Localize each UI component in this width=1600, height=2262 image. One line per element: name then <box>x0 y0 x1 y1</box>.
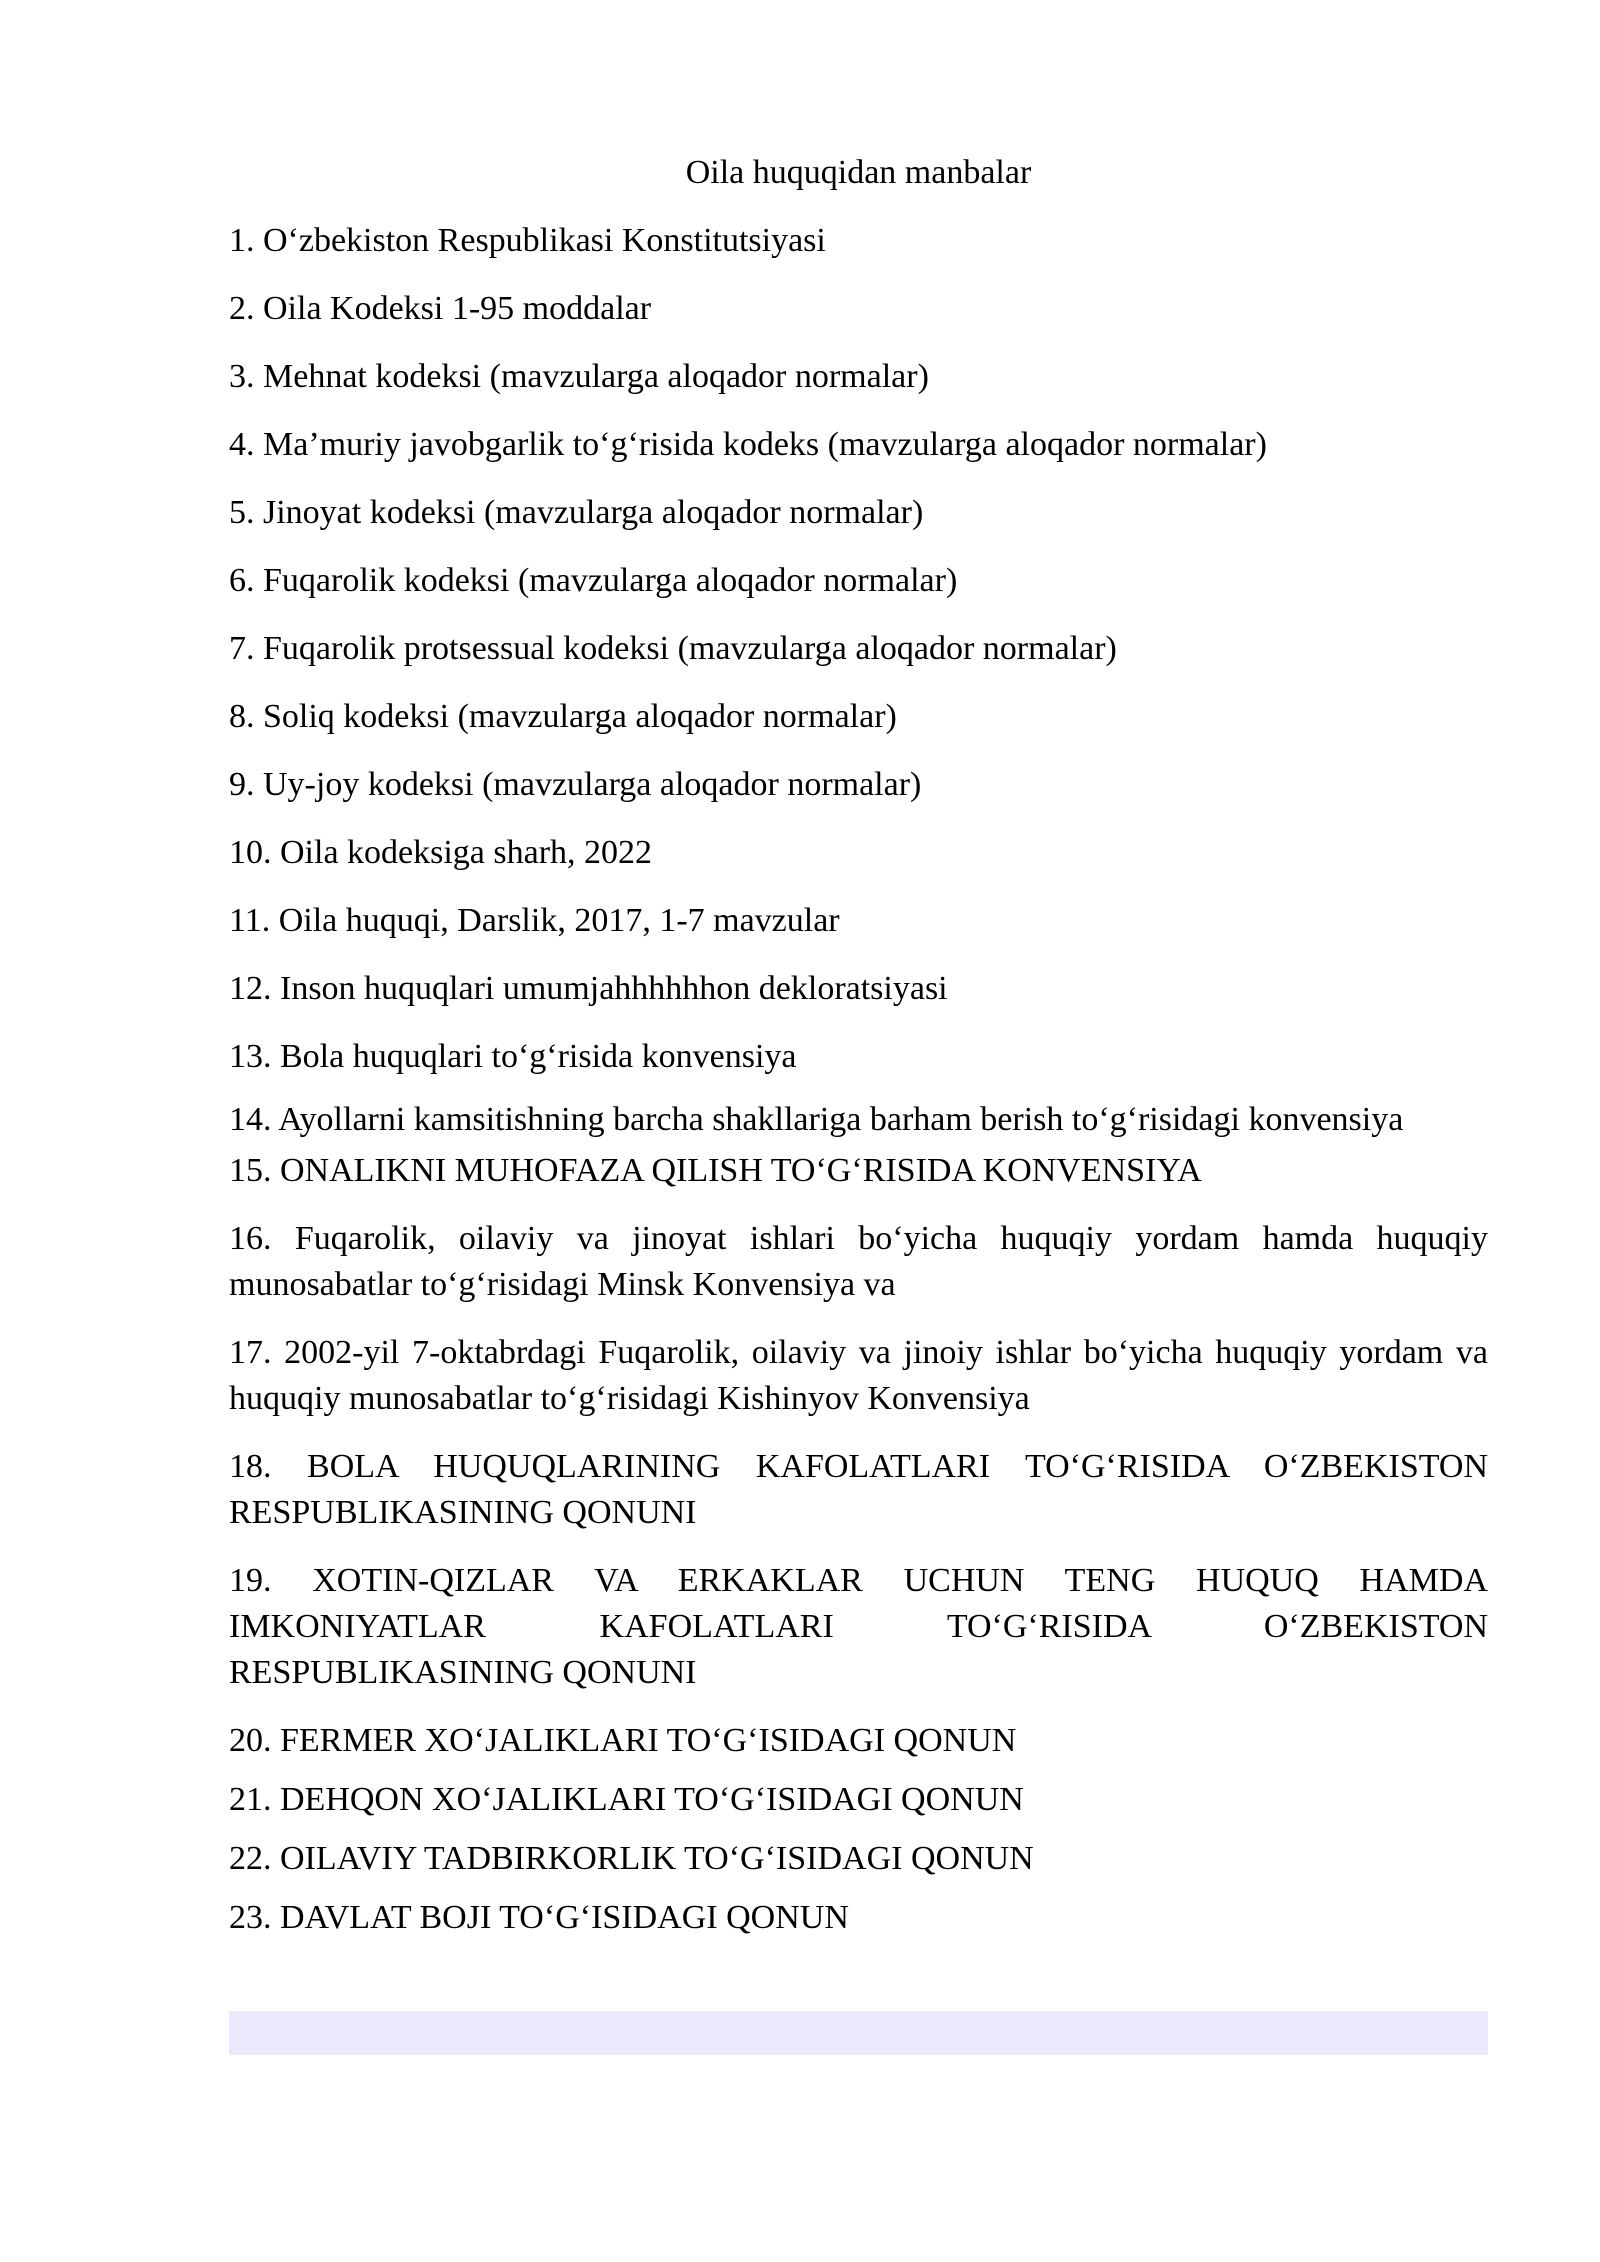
list-item: 14. Ayollarni kamsitishning barcha shakllariga barham berish to‘g‘risidagi konvensiya <box>229 1101 1404 1138</box>
list-item: 13. Bola huquqlari to‘g‘risida konvensiya <box>229 1038 797 1075</box>
list-item: 12. Inson huquqlari umumjahhhhhhon dekloratsiyasi <box>229 970 948 1007</box>
list-item: 5. Jinoyat kodeksi (mavzularga aloqador normalar) <box>229 494 924 531</box>
list-item: 19. XOTIN-QIZLAR VA ERKAKLAR UCHUN TENG HUQUQ HAMDA IMKONIYATLAR KAFOLATLARI TO‘G‘RISIDA O‘ZBEKISTON RESPUBLIKASINING QONUNI <box>229 1562 1488 1691</box>
list-item: 17. 2002-yil 7-oktabrdagi Fuqarolik, oilaviy va jinoiy ishlar bo‘yicha huquqiy yordam va huquqiy munosabatlar to‘g‘risidagi Kishinyov Konvensiya <box>229 1334 1488 1417</box>
list-item: 16. Fuqarolik, oilaviy va jinoyat ishlari bo‘yicha huquqiy yordam hamda huquqiy munosabatlar to‘g‘risidagi Minsk Konvensiya va <box>229 1220 1488 1303</box>
list-item: 2. Oila Kodeksi 1-95 moddalar <box>229 290 652 327</box>
list-item: 1. O‘zbekiston Respublikasi Konstitutsiyasi <box>229 222 826 259</box>
highlighted-empty-line <box>229 2011 1488 2055</box>
list-item: 22. OILAVIY TADBIRKORLIK TO‘G‘ISIDAGI QONUN <box>229 1840 1034 1877</box>
list-item: 4. Ma’muriy javobgarlik to‘g‘risida kodeks (mavzularga aloqador normalar) <box>229 426 1267 463</box>
list-item: 9. Uy-joy kodeksi (mavzularga aloqador normalar) <box>229 766 922 803</box>
list-item: 20. FERMER XO‘JALIKLARI TO‘G‘ISIDAGI QONUN <box>229 1722 1017 1759</box>
document-title: Oila huquqidan manbalar <box>685 154 1032 191</box>
document-body <box>229 150 1488 1941</box>
list-item: 11. Oila huquqi, Darslik, 2017, 1-7 mavzular <box>229 902 840 939</box>
reference-list <box>229 218 1488 1941</box>
list-item: 21. DEHQON XO‘JALIKLARI TO‘G‘ISIDAGI QONUN <box>229 1781 1024 1818</box>
list-item: 3. Mehnat kodeksi (mavzularga aloqador normalar) <box>229 358 929 395</box>
list-item: 23. DAVLAT BOJI TO‘G‘ISIDAGI QONUN <box>229 1899 849 1936</box>
list-item: 15. ONALIKNI MUHOFAZA QILISH TO‘G‘RISIDA KONVENSIYA <box>229 1152 1202 1189</box>
list-item: 6. Fuqarolik kodeksi (mavzularga aloqador normalar) <box>229 562 958 599</box>
list-item: 7. Fuqarolik protsessual kodeksi (mavzularga aloqador normalar) <box>229 630 1117 667</box>
list-item: 18. BOLA HUQUQLARINING KAFOLATLARI TO‘G‘RISIDA O‘ZBEKISTON RESPUBLIKASINING QONUNI <box>229 1448 1488 1531</box>
list-item: 10. Oila kodeksiga sharh, 2022 <box>229 834 653 871</box>
list-item: 8. Soliq kodeksi (mavzularga aloqador normalar) <box>229 698 897 735</box>
